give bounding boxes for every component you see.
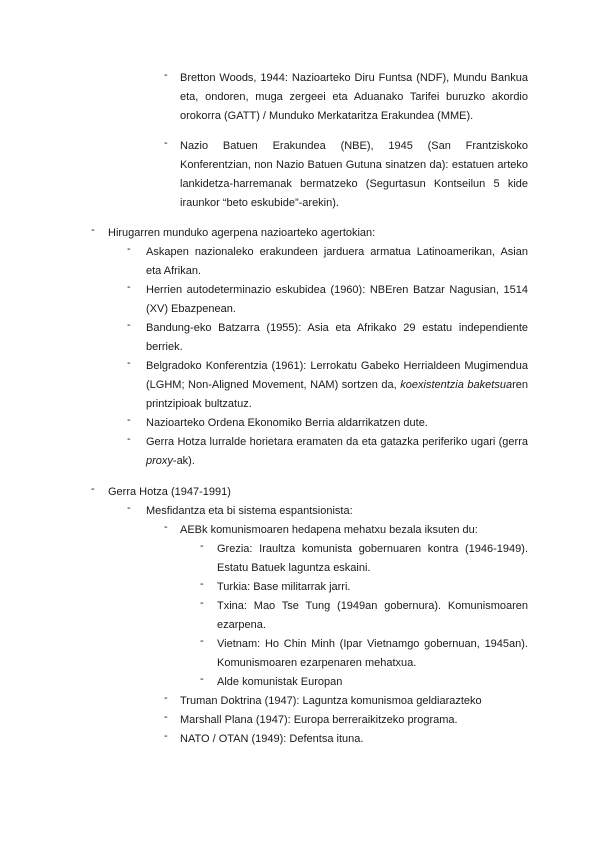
list-item-truman — [164, 692, 528, 711]
list-item-text: Bandung-eko Batzarra (1955): Asia eta Afrikako 29 estatu independiente berriek. — [146, 322, 528, 353]
list-item-text: Askapen nazionaleko erakundeen jarduera armatua Latinoamerikan, Asian eta Afrikan. — [146, 246, 528, 277]
list-item-text: Nazio Batuen Erakundea (NBE), 1945 (San Frantziskoko Konferentzian, non Nazio Batuen Gutuna sinatzen da): estatuen arteko lankidetza-harremanak bermatzeko (Segurtasun Kontseilun 5 kide iraunkor “beto eskubide”-arekin). — [180, 140, 528, 209]
list-item-askapen — [127, 243, 528, 281]
italic-term: koexistentzia baketsua — [400, 379, 513, 391]
bullet-dash: - — [164, 692, 168, 704]
list-item-text — [146, 433, 528, 471]
list-item-marshall — [164, 711, 528, 730]
list-item-text: Alde komunistak Europan — [217, 676, 343, 688]
sub-heading-mesfidantza — [127, 502, 528, 521]
list-item-gatazka — [127, 433, 528, 471]
list-item-vietnam — [200, 635, 528, 673]
list-item-nbe — [164, 137, 528, 213]
bullet-dash: - — [164, 521, 168, 533]
list-item-text: Herrien autodeterminazio eskubidea (1960): NBEren Batzar Nagusian, 1514 (XV) Ebazpenean. — [146, 284, 528, 315]
bullet-dash: - — [164, 730, 168, 742]
section-heading-text: Hirugarren munduko agerpena nazioarteko agertokian: — [108, 227, 376, 239]
bullet-dash: - — [164, 69, 168, 81]
list-item-grezia — [200, 540, 528, 578]
list-item-text: Vietnam: Ho Chin Minh (Ipar Vietnamgo gobernuan, 1945an). Komunismoaren ezarpenaren mehatxua. — [217, 638, 528, 669]
sub-heading-aebk — [164, 521, 528, 540]
list-item-text: Txina: Mao Tse Tung (1949an gobernura). Komunismoaren ezarpena. — [217, 600, 528, 631]
section-heading-third-world — [91, 224, 528, 243]
text-run: Belgradoko Konferentzia (1961): Lerrokatu Gabeko Herrialdeen Mugimendua (LGHM; Non-Aligned Movement, NAM) sortzen da, — [146, 360, 528, 391]
bullet-dash: - — [200, 540, 204, 552]
bullet-dash: - — [127, 243, 131, 255]
bullet-dash: - — [200, 673, 204, 685]
list-item-text: Truman Doktrina (1947): Laguntza komunismoa geldiarazteko — [180, 695, 482, 707]
text-run: ren printzipioak bultzatuz. — [146, 379, 528, 410]
bullet-dash: - — [200, 597, 204, 609]
bullet-dash: - — [200, 635, 204, 647]
bullet-dash: - — [127, 502, 131, 514]
list-item-text: Nazioarteko Ordena Ekonomiko Berria aldarrikatzen dute. — [146, 417, 428, 429]
list-item-nato — [164, 730, 528, 749]
list-item-turkia — [200, 578, 528, 597]
bullet-dash: - — [164, 137, 168, 149]
list-item-europa — [200, 673, 528, 692]
bullet-dash: - — [164, 711, 168, 723]
list-item-text: NATO / OTAN (1949): Defentsa ituna. — [180, 733, 364, 745]
section-heading-cold-war — [91, 483, 528, 502]
bullet-dash: - — [127, 414, 131, 426]
bullet-dash: - — [127, 433, 131, 445]
section-heading-text: Gerra Hotza (1947-1991) — [108, 486, 231, 498]
bullet-dash: - — [127, 281, 131, 293]
list-item-text — [146, 357, 528, 414]
bullet-dash: - — [200, 578, 204, 590]
list-item-text: Marshall Plana (1947): Europa berreraikitzeko programa. — [180, 714, 458, 726]
list-item-text: Bretton Woods, 1944: Nazioarteko Diru Funtsa (NDF), Mundu Bankua eta, ondoren, muga zergeei eta Aduanako Tarifei buruzko akordio orokorra (GATT) / Munduko Merkataritza Erakundea (MME). — [180, 72, 528, 122]
text-run: -ak). — [172, 455, 195, 467]
sub-heading-text: AEBk komunismoaren hedapena mehatxu bezala iksuten du: — [180, 524, 478, 536]
list-item-autodeterminazio — [127, 281, 528, 319]
text-run: Gerra Hotza lurralde horietara eramaten da eta gatazka periferiko ugari (gerra — [146, 436, 528, 448]
bullet-dash: - — [127, 357, 131, 369]
bullet-dash: - — [91, 224, 95, 236]
list-item-belgrado — [127, 357, 528, 414]
bullet-dash: - — [127, 319, 131, 331]
bullet-dash: - — [91, 483, 95, 495]
list-item-text: Turkia: Base militarrak jarri. — [217, 581, 351, 593]
list-item-bandung — [127, 319, 528, 357]
list-item-ordena-ekonomiko — [127, 414, 528, 433]
sub-heading-text: Mesfidantza eta bi sistema espantsionista: — [146, 505, 353, 517]
list-item-text: Grezia: Iraultza komunista gobernuaren kontra (1946-1949). Estatu Batuek laguntza eskaini. — [217, 543, 528, 574]
list-item-bretton-woods — [164, 69, 528, 126]
list-item-txina — [200, 597, 528, 635]
italic-term: proxy — [146, 455, 173, 467]
